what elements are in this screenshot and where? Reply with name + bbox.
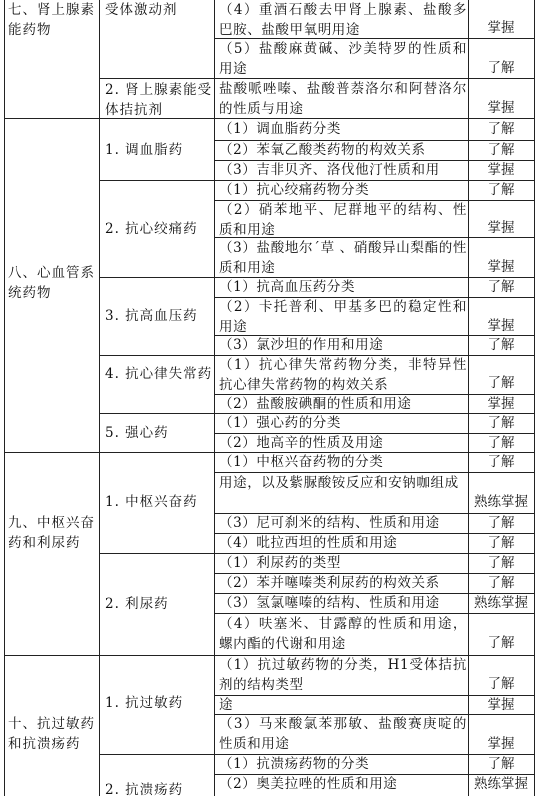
requirement-cell: 了解 — [487, 756, 515, 772]
requirement-cell: 了解 — [487, 337, 515, 353]
requirement-cell: 熟练掌握 — [474, 595, 528, 611]
requirement-cell: 了解 — [487, 415, 515, 431]
requirement-cell: 了解 — [487, 121, 515, 137]
content-cell: （4）呋塞米、甘露醇的性质和用途，螺内酯的代谢和用途 — [219, 616, 467, 652]
content-cell: （2）苯并噻嗪类利尿药的构效关系 — [219, 575, 440, 591]
subunit-cell: 受体激动剂 — [105, 2, 178, 18]
subunit-cell: 2. 抗溃疡药 — [105, 782, 184, 798]
requirement-cell: 了解 — [487, 575, 515, 591]
subunit-cell: 3. 抗高血压药 — [105, 308, 198, 324]
content-cell: （1）抗心律失常药物分类，非特异性抗心律失常药物的构效关系 — [219, 357, 467, 393]
requirement-cell: 熟练掌握 — [474, 776, 528, 792]
requirement-cell: 了解 — [487, 676, 515, 692]
content-cell: （4）吡拉西坦的性质和用途 — [219, 535, 398, 551]
content-cell: （5）盐酸麻黄碱、沙美特罗的性质和用途 — [219, 41, 467, 77]
subunit-cell: 2. 利尿药 — [105, 596, 169, 612]
requirement-cell: 了解 — [487, 182, 515, 198]
content-cell: （2）卡托普利、甲基多巴的稳定性和用途 — [219, 299, 467, 335]
unit-cell: 九、中枢兴奋药和利尿药 — [8, 515, 95, 551]
requirement-cell: 掌握 — [487, 318, 515, 334]
content-cell: （2）硝苯地平、尼群地平的结构、性质和用途 — [219, 202, 467, 238]
content-cell: （2）盐酸胺碘酮的性质和用途 — [219, 396, 412, 412]
subunit-cell: 2. 肾上腺素能受体拮抗剂 — [105, 82, 213, 118]
table-border-left — [4, 0, 5, 796]
requirement-cell: 掌握 — [487, 100, 515, 116]
content-cell: （1）强心药的分类 — [219, 415, 341, 431]
content-cell: （1）中枢兴奋药物的分类 — [219, 454, 384, 470]
content-cell: （1）抗心绞痛药物分类 — [219, 182, 370, 198]
requirement-cell: 掌握 — [487, 697, 515, 713]
requirement-cell: 了解 — [487, 435, 515, 451]
requirement-cell: 了解 — [487, 279, 515, 295]
content-cell: （1）利尿药的类型 — [219, 555, 341, 571]
content-cell: （3）马来酸氯苯那敏、盐酸赛庚啶的性质和用途 — [219, 716, 467, 752]
content-cell: （3）尼可刹米的结构、性质和用途 — [219, 515, 440, 531]
requirement-cell: 了解 — [487, 635, 515, 651]
requirement-cell: 了解 — [487, 454, 515, 470]
content-cell: （1）抗溃疡药物的分类 — [219, 756, 370, 772]
content-cell: （4）重酒石酸去甲肾上腺素、盐酸多巴胺、盐酸甲氧明用途 — [219, 2, 467, 38]
unit-cell: 七、肾上腺素能药物 — [8, 2, 95, 38]
subunit-cell: 2. 抗心绞痛药 — [105, 221, 198, 237]
requirement-cell: 了解 — [487, 515, 515, 531]
content-cell: 途 — [219, 697, 234, 713]
content-cell: 盐酸哌唑嗪、盐酸普萘洛尔和阿替洛尔的性质与用途 — [219, 81, 467, 117]
requirement-cell: 掌握 — [487, 736, 515, 752]
content-cell: （3）氢氯噻嗪的结构、性质和用途 — [219, 595, 440, 611]
table-border-right — [534, 0, 535, 796]
content-cell: 用途，以及紫脲酸铵反应和安钠咖组成 — [219, 475, 459, 491]
unit-cell: 十、抗过敏药和抗溃疡药 — [8, 716, 95, 752]
content-cell: （2）奥美拉唑的性质和用途 — [219, 776, 398, 792]
content-cell: （3）吉非贝齐、洛伐他汀性质和用 — [219, 162, 440, 178]
content-cell: （1）抗高血压药分类 — [219, 279, 356, 295]
requirement-cell: 熟练掌握 — [474, 494, 528, 510]
subunit-cell: 1. 中枢兴奋药 — [105, 494, 198, 510]
content-cell: （3）氯沙坦的作用和用途 — [219, 337, 384, 353]
requirement-cell: 掌握 — [487, 162, 515, 178]
unit-cell: 八、心血管系统药物 — [8, 265, 95, 301]
content-cell: （1）抗过敏药物的分类，H1受体拮抗剂的结构类型 — [219, 657, 467, 693]
requirement-cell: 了解 — [487, 142, 515, 158]
subunit-cell: 1. 调血脂药 — [105, 142, 184, 158]
requirement-cell: 了解 — [487, 555, 515, 571]
requirement-cell: 了解 — [487, 535, 515, 551]
requirement-cell: 掌握 — [487, 220, 515, 236]
requirement-cell: 了解 — [487, 60, 515, 76]
syllabus-table — [4, 0, 535, 796]
content-cell: （2）苯氧乙酸类药物的构效关系 — [219, 142, 426, 158]
content-cell: （1）调血脂药分类 — [219, 121, 341, 137]
subunit-cell: 4. 抗心律失常药 — [105, 366, 213, 382]
subunit-cell: 1. 抗过敏药 — [105, 695, 184, 711]
content-cell: （3）盐酸地尔ˊ草 、硝酸异山梨酯的性质和用途 — [219, 240, 467, 276]
subunit-cell: 5. 强心药 — [105, 425, 169, 441]
requirement-cell: 了解 — [487, 375, 515, 391]
content-cell: （2）地高辛的性质及用途 — [219, 435, 384, 451]
requirement-cell: 掌握 — [487, 20, 515, 36]
requirement-cell: 掌握 — [487, 396, 515, 412]
requirement-cell: 掌握 — [487, 259, 515, 275]
column-divider — [99, 0, 100, 796]
